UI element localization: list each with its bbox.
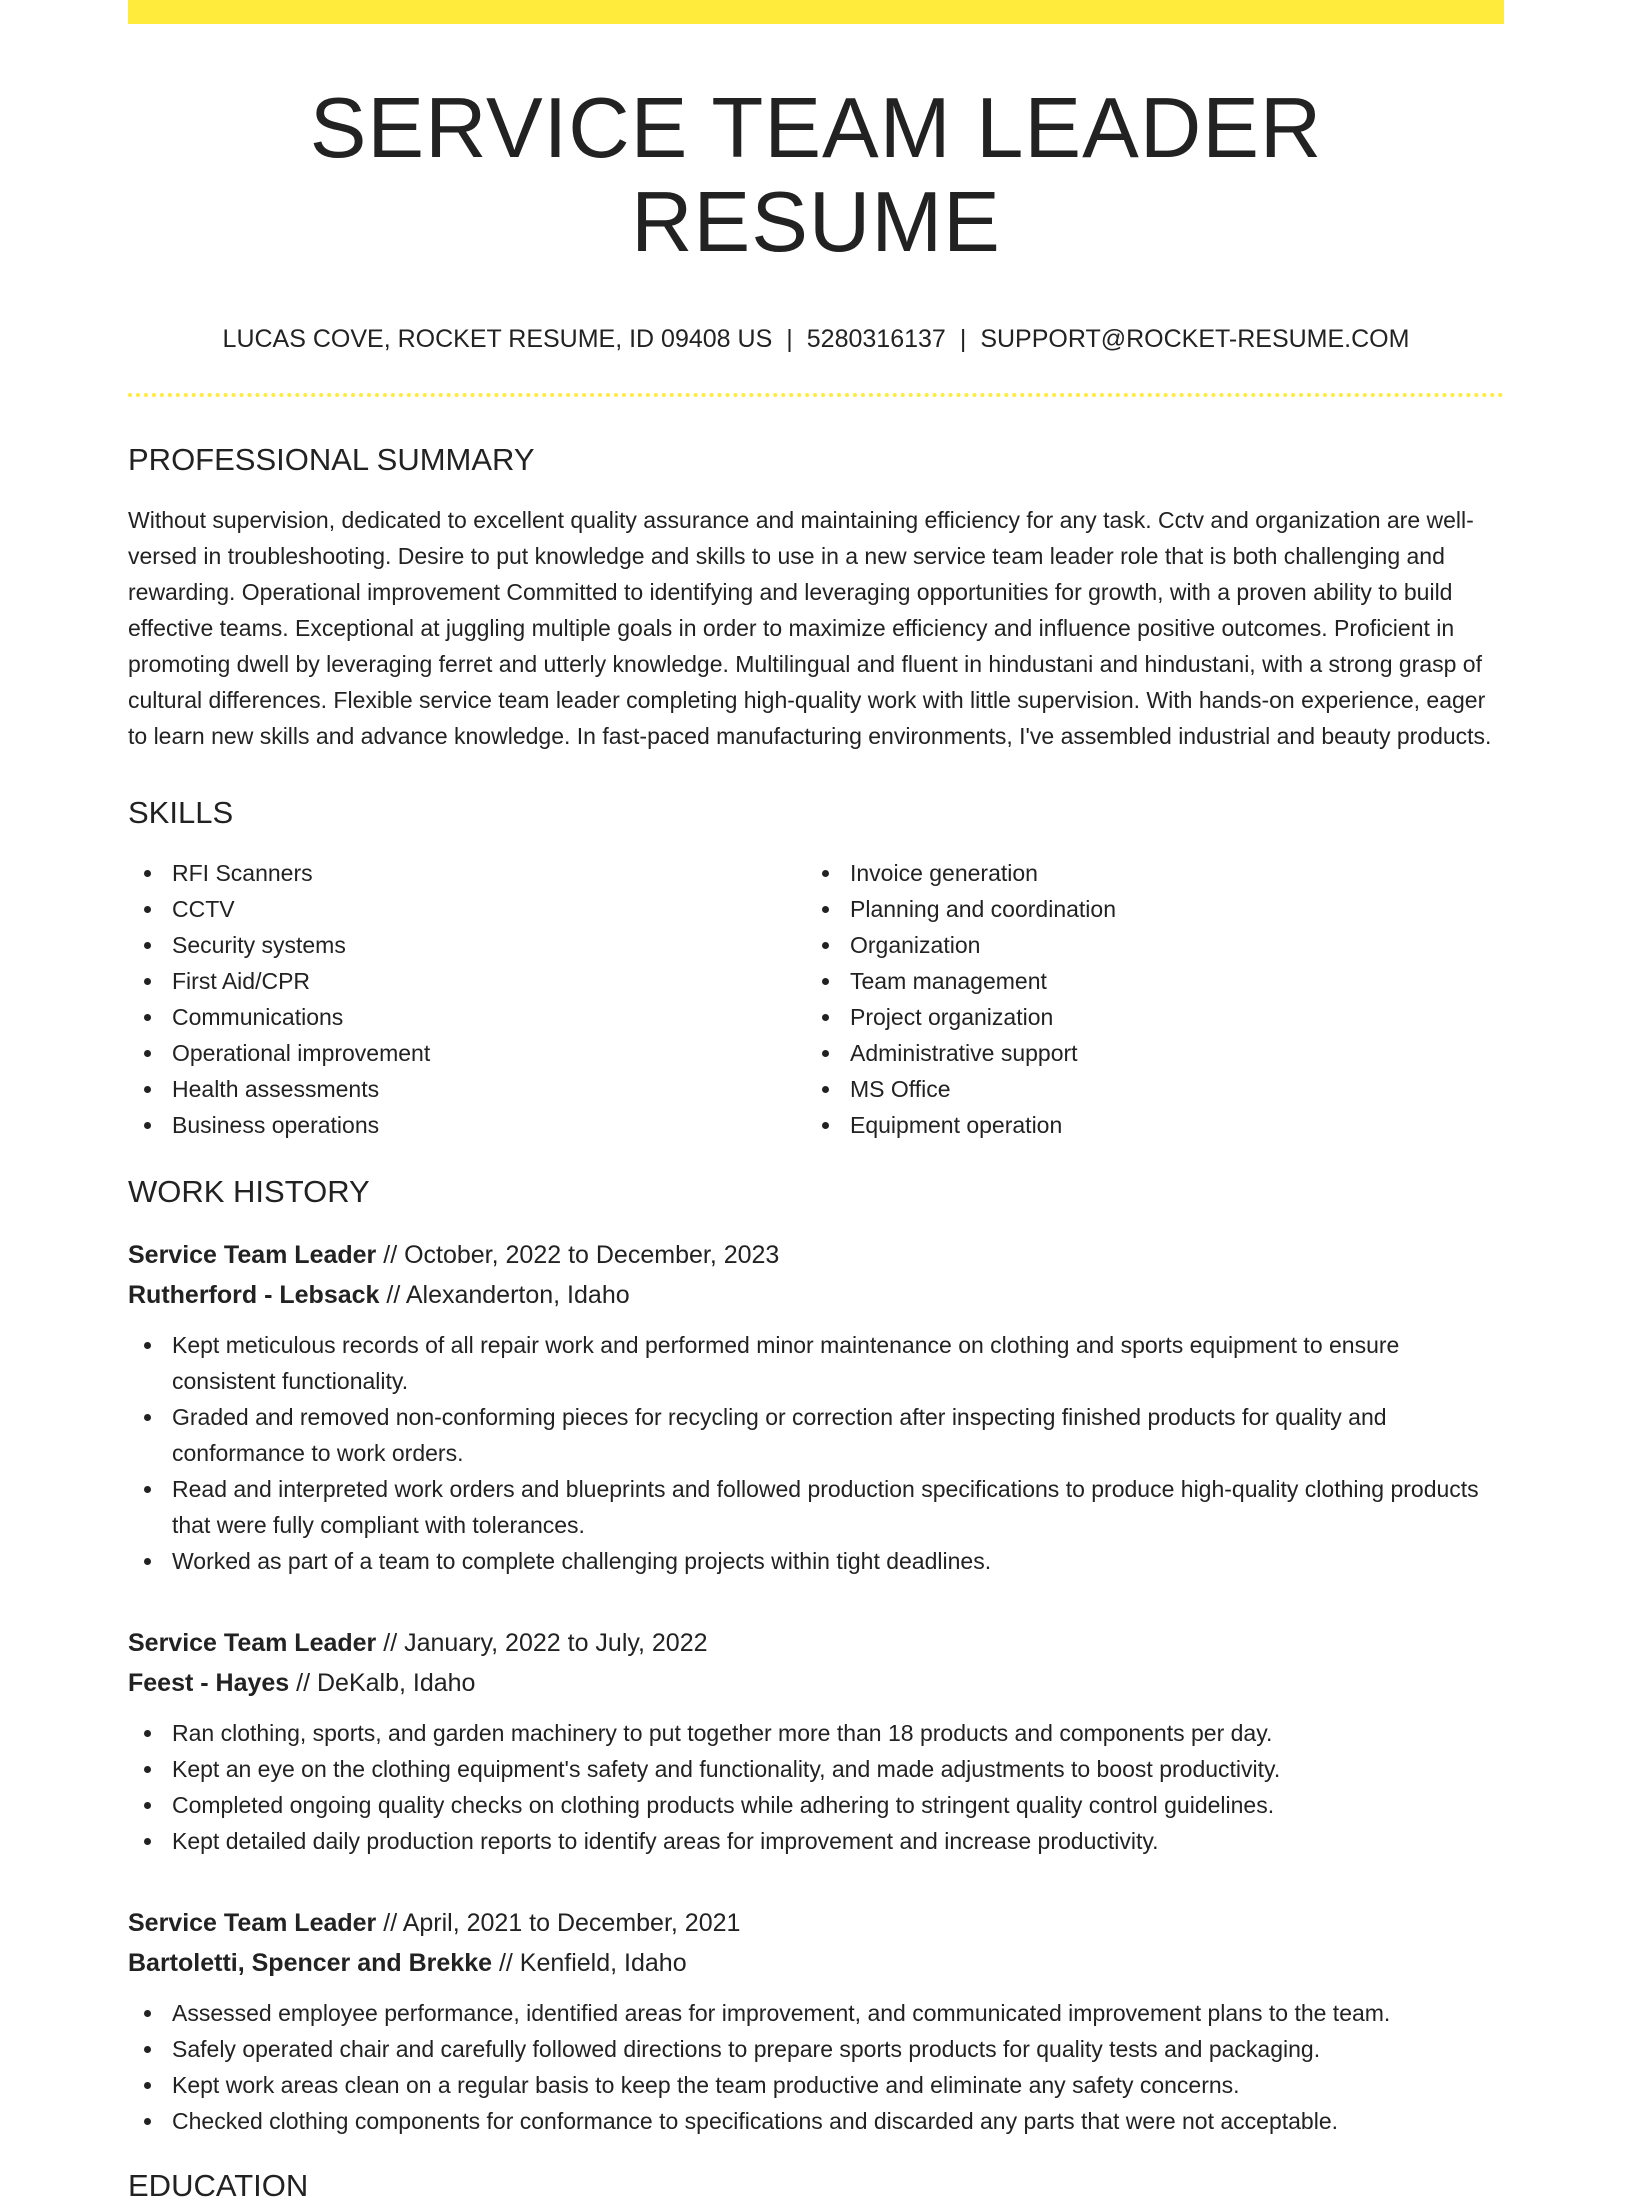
bullet-icon — [144, 2118, 151, 2125]
job-entry — [128, 1903, 1504, 2139]
job-company: Bartoletti, Spencer and Brekke — [128, 1948, 493, 1977]
duty-text: Safely operated chair and carefully followed directions to prepare sports products for quality tests and packaging. — [172, 2035, 1321, 2062]
job-location: // Alexanderton, Idaho — [379, 1280, 630, 1309]
skill-item — [806, 891, 1484, 927]
bullet-icon — [144, 1558, 151, 1565]
bullet-icon — [144, 2010, 151, 2017]
bullet-icon — [822, 978, 829, 985]
duty-text: Ran clothing, sports, and garden machinery to put together more than 18 products and components per day. — [172, 1719, 1273, 1746]
job-entry — [128, 1623, 1504, 1859]
job-location: // Kenfield, Idaho — [492, 1948, 687, 1977]
skill-label: Security systems — [172, 932, 346, 959]
duty-text: Kept an eye on the clothing equipment's safety and functionality, and made adjustments to boost productivity. — [172, 1755, 1281, 1782]
job-title-line — [128, 1903, 1504, 1943]
duty-item — [128, 1787, 1504, 1823]
skill-item — [806, 855, 1484, 891]
skill-item — [806, 1107, 1484, 1143]
bullet-icon — [144, 1730, 151, 1737]
contact-email: SUPPORT@ROCKET-RESUME.COM — [980, 325, 1410, 353]
dotted-divider — [128, 393, 1504, 397]
work-history-heading: WORK HISTORY — [128, 1174, 370, 1210]
bullet-icon — [822, 1014, 829, 1021]
duty-item — [128, 1995, 1504, 2031]
duty-item — [128, 2067, 1504, 2103]
job-entry — [128, 1235, 1504, 1579]
skill-item — [806, 927, 1484, 963]
duty-text: Graded and removed non-conforming pieces for recycling or correction after inspecting finished products for quality and conformance to work orders. — [172, 1403, 1387, 1466]
skill-item — [806, 1071, 1484, 1107]
bullet-icon — [144, 2082, 151, 2089]
skill-item — [128, 1071, 806, 1107]
bullet-icon — [144, 942, 151, 949]
duty-item — [128, 1715, 1504, 1751]
duty-text: Worked as part of a team to complete challenging projects within tight deadlines. — [172, 1547, 992, 1574]
bullet-icon — [822, 1050, 829, 1057]
job-title-line — [128, 1623, 1504, 1663]
job-company-line — [128, 1943, 1504, 1983]
skill-label: Communications — [172, 1004, 344, 1031]
duty-text: Completed ongoing quality checks on clothing products while adhering to stringent quality control guidelines. — [172, 1791, 1275, 1818]
skill-label: Planning and coordination — [850, 896, 1116, 923]
summary-heading: PROFESSIONAL SUMMARY — [128, 442, 535, 477]
skill-item — [128, 855, 806, 891]
skill-item — [128, 999, 806, 1035]
job-company: Feest - Hayes — [128, 1668, 290, 1697]
job-title: Service Team Leader — [128, 1240, 377, 1269]
skill-item — [128, 963, 806, 999]
duty-item — [128, 2103, 1504, 2139]
duty-item — [128, 1399, 1504, 1471]
resume-title: SERVICE TEAM LEADER RESUME — [309, 81, 1323, 270]
duty-item — [128, 1471, 1504, 1543]
skill-label: RFI Scanners — [172, 860, 313, 887]
duty-text: Kept meticulous records of all repair work and performed minor maintenance on clothing and sports equipment to ensure consistent functionality. — [172, 1331, 1400, 1394]
skill-item — [128, 1035, 806, 1071]
skills-column-right — [806, 855, 1484, 1143]
job-dates: // October, 2022 to December, 2023 — [376, 1240, 780, 1269]
skill-label: Team management — [850, 968, 1047, 995]
skill-label: MS Office — [850, 1076, 951, 1103]
duty-text: Read and interpreted work orders and blueprints and followed production specifications to produce high-quality clothing products that were fully compliant with tolerances. — [172, 1475, 1479, 1538]
job-dates: // April, 2021 to December, 2021 — [376, 1908, 741, 1937]
bullet-icon — [144, 1014, 151, 1021]
bullet-icon — [144, 1050, 151, 1057]
skill-item — [806, 1035, 1484, 1071]
education-heading: EDUCATION — [128, 2167, 309, 2203]
bullet-icon — [144, 1802, 151, 1809]
skill-label: Business operations — [172, 1112, 380, 1139]
bullet-icon — [144, 1486, 151, 1493]
skill-label: Invoice generation — [850, 860, 1038, 887]
duty-text: Assessed employee performance, identified areas for improvement, and communicated improvement plans to the team. — [172, 1999, 1391, 2026]
bullet-icon — [822, 906, 829, 913]
skill-item — [128, 891, 806, 927]
bullet-icon — [822, 1122, 829, 1129]
job-title-line — [128, 1235, 1504, 1275]
bullet-icon — [144, 906, 151, 913]
skills-grid — [128, 855, 1504, 1143]
duty-item — [128, 2031, 1504, 2067]
job-title: Service Team Leader — [128, 1628, 377, 1657]
skill-label: First Aid/CPR — [172, 968, 311, 995]
contact-separator: | — [786, 325, 793, 353]
contact-line — [128, 324, 1504, 354]
bullet-icon — [144, 978, 151, 985]
skills-heading: SKILLS — [128, 795, 234, 831]
bullet-icon — [144, 1342, 151, 1349]
job-location: // DeKalb, Idaho — [289, 1668, 476, 1697]
skill-label: Equipment operation — [850, 1112, 1063, 1139]
bullet-icon — [144, 1838, 151, 1845]
contact-address: LUCAS COVE, ROCKET RESUME, ID 09408 US — [222, 325, 773, 353]
summary-text: Without supervision, dedicated to excellent quality assurance and maintaining efficiency for any task. Cctv and organization are well-versed in troubleshooting. Desire to put knowledge and skills to use in a new service team leader role that is both challenging and rewarding. Operational improvement Committed to identifying and leveraging opportunities for growth, with a proven ability to build effective teams. Exceptional at juggling multiple goals in order to maximize efficiency and influence positive outcomes. Proficient in promoting dwell by leveraging ferret and utterly knowledge. Multilingual and fluent in hindustani and hindustani, with a strong grasp of cultural differences. Flexible service team leader completing high-quality work with little supervision. With hands-on experience, eager to learn new skills and advance knowledge. In fast-paced manufacturing environments, I've assembled industrial and beauty products. — [128, 507, 1492, 750]
duty-item — [128, 1327, 1504, 1399]
duty-item — [128, 1751, 1504, 1787]
job-title: Service Team Leader — [128, 1908, 377, 1937]
bullet-icon — [144, 1766, 151, 1773]
skill-label: Project organization — [850, 1004, 1054, 1031]
job-company-line — [128, 1663, 1504, 1703]
skill-label: Administrative support — [850, 1040, 1078, 1067]
job-company-line — [128, 1275, 1504, 1315]
job-duties — [128, 1995, 1504, 2139]
job-duties — [128, 1715, 1504, 1859]
duty-text: Kept detailed daily production reports to identify areas for improvement and increase productivity. — [172, 1827, 1159, 1854]
bullet-icon — [144, 2046, 151, 2053]
bullet-icon — [822, 870, 829, 877]
contact-phone: 5280316137 — [806, 325, 946, 353]
job-dates: // January, 2022 to July, 2022 — [376, 1628, 708, 1657]
skill-item — [128, 1107, 806, 1143]
skill-item — [128, 927, 806, 963]
resume-page — [128, 0, 1504, 2204]
skill-label: Organization — [850, 932, 981, 959]
skill-item — [806, 999, 1484, 1035]
bullet-icon — [144, 1122, 151, 1129]
top-accent-bar — [128, 0, 1504, 24]
skill-label: CCTV — [172, 896, 235, 923]
job-company: Rutherford - Lebsack — [128, 1280, 380, 1309]
bullet-icon — [144, 1414, 151, 1421]
duty-item — [128, 1543, 1504, 1579]
contact-separator: | — [959, 325, 967, 353]
bullet-icon — [822, 1086, 829, 1093]
skill-label: Operational improvement — [172, 1040, 431, 1067]
bullet-icon — [144, 870, 151, 877]
skill-label: Health assessments — [172, 1076, 380, 1103]
skills-column-left — [128, 855, 806, 1143]
bullet-icon — [822, 942, 829, 949]
skill-item — [806, 963, 1484, 999]
duty-text: Kept work areas clean on a regular basis to keep the team productive and eliminate any safety concerns. — [172, 2071, 1240, 2098]
duty-item — [128, 1823, 1504, 1859]
bullet-icon — [144, 1086, 151, 1093]
job-duties — [128, 1327, 1504, 1579]
duty-text: Checked clothing components for conformance to specifications and discarded any parts that were not acceptable. — [172, 2107, 1339, 2134]
